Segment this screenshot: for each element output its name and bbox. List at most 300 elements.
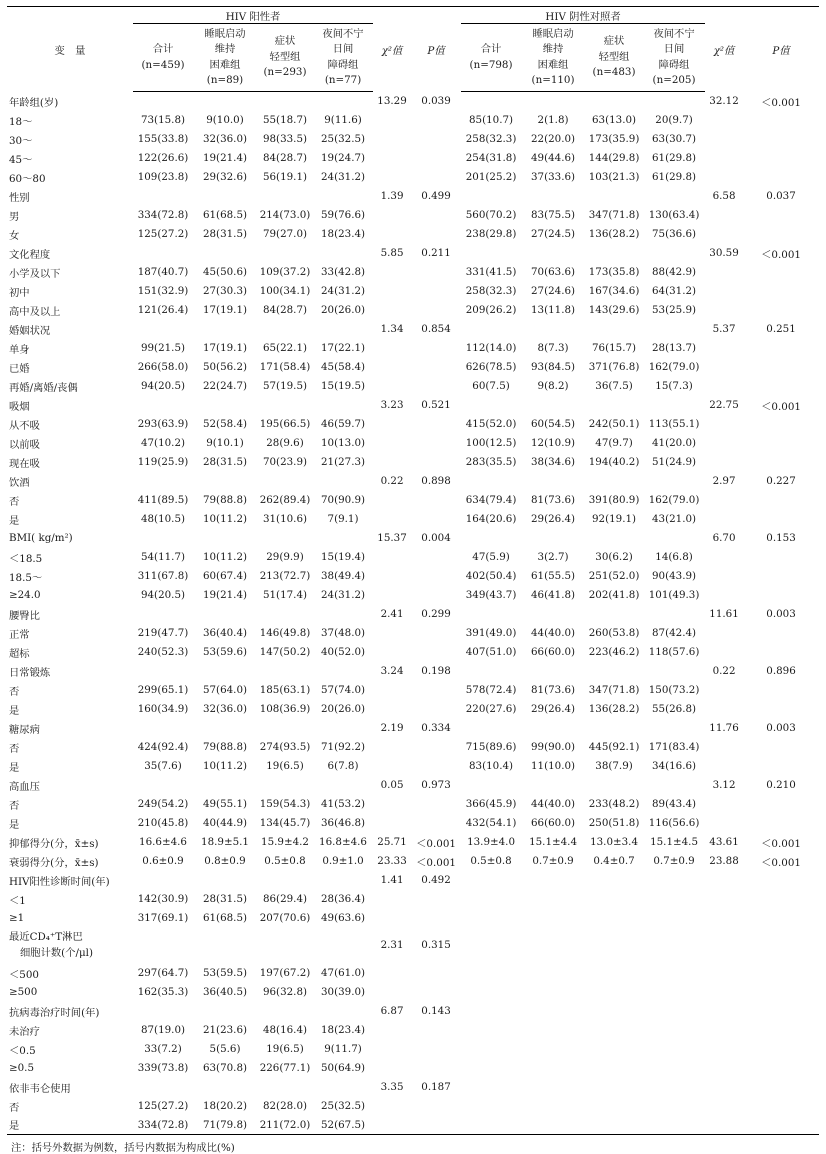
p-neg-cell: [743, 168, 819, 187]
chi2-neg-cell: [705, 434, 743, 453]
chi2-pos-cell: 2.41: [380, 608, 404, 620]
pos-cell: 79(88.8): [202, 494, 248, 506]
neg-cell: 391(49.0): [465, 627, 517, 639]
hiv-positive-group-header: HIV 阳性者: [133, 7, 373, 24]
neg-cell: [461, 719, 521, 738]
p-neg-cell: [743, 130, 819, 149]
pos-cell: 24(31.2): [320, 589, 366, 601]
neg-cell: 258(32.3): [465, 285, 517, 297]
pos-cell: 33(7.2): [144, 1043, 182, 1055]
table-row: [7, 624, 819, 643]
neg-cell: 81(73.6): [530, 684, 576, 696]
neg-cell: [585, 719, 643, 738]
pos-cell: 0.6±0.9: [142, 855, 184, 867]
neg-cell: [521, 890, 585, 909]
neg-cell: [461, 964, 521, 983]
variable-header: 变 量: [7, 7, 133, 92]
p-pos-cell: [411, 795, 461, 814]
row-label-text: 单身: [9, 343, 30, 356]
pos-cell: 108(36.9): [259, 703, 311, 715]
table-row: [7, 738, 819, 757]
pos-cell: 299(65.1): [137, 684, 189, 696]
chi2-pos-cell: [373, 1021, 411, 1040]
chi2-pos-cell: [373, 624, 411, 643]
col-header-line: 维持: [542, 43, 564, 55]
neg-cell: 251(52.0): [588, 570, 640, 582]
neg-cell: [643, 1059, 705, 1078]
neg-cell: 100(12.5): [465, 437, 517, 449]
row-label-text: 最近CD₄⁺T淋巴: [9, 930, 83, 943]
table-row: [7, 1097, 819, 1116]
p-neg-cell: [743, 1116, 819, 1135]
pos-cell: 0.8±0.9: [204, 855, 246, 867]
chi2-neg-cell: 0.22: [712, 665, 736, 677]
pos-cell: 49(63.6): [320, 912, 366, 924]
chi2-neg-cell: [705, 453, 743, 472]
neg-cell: [585, 928, 643, 964]
neg-cell: [585, 776, 643, 795]
table-row: [7, 339, 819, 358]
p-pos-cell: [411, 434, 461, 453]
pos-cell: 266(58.0): [137, 361, 189, 373]
table-row: [7, 909, 819, 928]
p-pos-cell: [411, 567, 461, 586]
chi2-neg-cell: [705, 1097, 743, 1116]
chi2-pos-cell: [373, 567, 411, 586]
p-pos-cell: [411, 890, 461, 909]
neg-cell: [461, 244, 521, 263]
neg-cell: [521, 1116, 585, 1135]
table-row: [7, 586, 819, 605]
pos-cell: 19(24.7): [320, 152, 366, 164]
pos-cell: [257, 662, 313, 681]
row-label: [7, 662, 133, 681]
table-row: [7, 263, 819, 282]
neg-cell: 70(63.6): [530, 266, 576, 278]
pos-cell: 82(28.0): [262, 1100, 308, 1112]
chi2-neg-cell: [705, 168, 743, 187]
table-row: [7, 491, 819, 510]
row-label-text: 高中及以上: [9, 305, 61, 318]
pos-cell: 29(9.9): [266, 551, 304, 563]
neg-cell: [643, 1097, 705, 1116]
pos-cell: 70(23.9): [262, 456, 308, 468]
row-label-text: HIV阳性诊断时间(年): [9, 875, 110, 888]
neg-cell: [643, 1002, 705, 1021]
neg-cell: [643, 928, 705, 964]
neg-cell: [643, 605, 705, 624]
neg-cell: [585, 529, 643, 548]
chi2-pos-cell: [373, 206, 411, 225]
neg-cell: [585, 1116, 643, 1135]
chi2-pos-cell: 1.39: [380, 190, 404, 202]
neg-cell: 47(9.7): [595, 437, 633, 449]
pos-cell: 262(89.4): [259, 494, 311, 506]
neg-cell: [643, 662, 705, 681]
neg-cell: 13.0±3.4: [590, 836, 638, 848]
pos-cell: [257, 396, 313, 415]
pos-cell: 171(58.4): [259, 361, 311, 373]
col-header-line: 障碍组: [658, 58, 690, 71]
p-pos-cell: 0.499: [421, 190, 451, 202]
neg-cell: [643, 776, 705, 795]
p-neg-cell: [743, 358, 819, 377]
chi2-pos-cell: [373, 225, 411, 244]
pos-cell: 50(56.2): [202, 361, 248, 373]
p-neg-cell: ＜0.001: [761, 248, 801, 261]
chi2-pos-cell: 0.22: [380, 475, 404, 487]
p-neg-cell: [743, 510, 819, 529]
neg-cell: 38(34.6): [530, 456, 576, 468]
pos-cell: [313, 1078, 373, 1097]
p-neg-cell: [743, 282, 819, 301]
table-row: [7, 434, 819, 453]
p-pos-cell: [411, 453, 461, 472]
pos-cell: 53(59.5): [202, 967, 248, 979]
table-row: [7, 567, 819, 586]
p-pos-cell: [411, 1021, 461, 1040]
neg-cell: [521, 928, 585, 964]
pos-cell: 31(10.6): [262, 513, 308, 525]
neg-cell: 37(33.6): [530, 171, 576, 183]
chi2-pos-cell: [373, 149, 411, 168]
p-neg-cell: [743, 814, 819, 833]
table-row: [7, 529, 819, 548]
pos-col-header-2: [257, 24, 313, 92]
neg-cell: 53(25.9): [651, 304, 697, 316]
neg-cell: 93(84.5): [530, 361, 576, 373]
neg-cell: [521, 1059, 585, 1078]
neg-cell: 28(13.7): [651, 342, 697, 354]
pos-cell: 94(20.5): [140, 380, 186, 392]
pos-cell: 94(20.5): [140, 589, 186, 601]
col-header-line: (n=205): [652, 74, 696, 86]
pos-cell: 79(27.0): [262, 228, 308, 240]
neg-cell: [643, 244, 705, 263]
col-header-line: 合计: [480, 43, 502, 55]
row-label: [7, 871, 133, 890]
table-body: [7, 92, 819, 1135]
neg-cell: 260(53.8): [588, 627, 640, 639]
p-neg-cell: 0.251: [766, 323, 796, 335]
p-pos-cell: [411, 586, 461, 605]
table-row: [7, 130, 819, 149]
neg-col-header-3: [643, 24, 705, 92]
table-row: [7, 643, 819, 662]
table-row: [7, 301, 819, 320]
neg-cell: 112(14.0): [465, 342, 517, 354]
row-label: [7, 643, 133, 662]
table-row: [7, 776, 819, 795]
pos-cell: [257, 605, 313, 624]
p-pos-cell: [411, 415, 461, 434]
pos-cell: 411(89.5): [137, 494, 189, 506]
pos-cell: 49(55.1): [202, 798, 248, 810]
p-neg-cell: 0.003: [766, 608, 796, 620]
row-label-text: ＜0.5: [9, 1044, 36, 1057]
neg-cell: [643, 871, 705, 890]
neg-cell: 66(60.0): [530, 646, 576, 658]
neg-cell: 634(79.4): [465, 494, 517, 506]
pos-cell: 87(19.0): [140, 1024, 186, 1036]
col-header-line: 夜间不宁: [653, 27, 695, 40]
p-pos-cell: [411, 643, 461, 662]
pos-cell: [313, 187, 373, 206]
pos-cell: [313, 320, 373, 339]
p-pos-cell: ＜0.001: [416, 837, 456, 850]
pos-cell: 57(19.5): [262, 380, 308, 392]
pos-cell: 339(73.8): [137, 1062, 189, 1074]
p-pos-cell: [411, 206, 461, 225]
neg-cell: 85(10.7): [468, 114, 514, 126]
neg-cell: 47(5.9): [472, 551, 510, 563]
row-label: [7, 1078, 133, 1097]
neg-cell: [521, 244, 585, 263]
row-label-text: 性别: [9, 191, 30, 204]
pos-cell: 21(23.6): [202, 1024, 248, 1036]
row-label: [7, 301, 133, 320]
pos-cell: [193, 244, 257, 263]
row-label-text: 45～: [9, 153, 33, 166]
neg-cell: 715(89.6): [465, 741, 517, 753]
pos-cell: [193, 320, 257, 339]
chi2-pos-cell: [373, 738, 411, 757]
table-row: [7, 662, 819, 681]
table-row: [7, 548, 819, 567]
neg-cell: [585, 964, 643, 983]
table-row: [7, 206, 819, 225]
row-label-text: 否: [9, 799, 20, 812]
neg-cell: 223(46.2): [588, 646, 640, 658]
pos-cell: 52(58.4): [202, 418, 248, 430]
neg-cell: 9(8.2): [537, 380, 569, 392]
row-label-text: 18.5～: [9, 571, 43, 584]
pos-cell: 18.9±5.1: [201, 836, 249, 848]
chi2-neg-cell: [705, 1002, 743, 1021]
p-neg-cell: [743, 795, 819, 814]
pos-cell: 54(11.7): [140, 551, 186, 563]
p-neg-cell: ＜0.001: [761, 837, 801, 850]
pos-cell: [257, 529, 313, 548]
row-label: [7, 282, 133, 301]
neg-cell: 89(43.4): [651, 798, 697, 810]
p-pos-cell: [411, 700, 461, 719]
neg-cell: [461, 396, 521, 415]
neg-cell: 0.5±0.8: [470, 855, 512, 867]
pos-cell: 146(49.8): [259, 627, 311, 639]
chi2-neg-cell: [705, 586, 743, 605]
neg-cell: 61(29.8): [651, 152, 697, 164]
neg-cell: 34(16.6): [651, 760, 697, 772]
row-label-text: 30～: [9, 134, 33, 147]
chi2-neg-cell: [705, 548, 743, 567]
neg-cell: 254(31.8): [465, 152, 517, 164]
table-row: [7, 111, 819, 130]
chi2-neg-cell: 6.58: [712, 190, 736, 202]
neg-cell: 331(41.5): [465, 266, 517, 278]
row-label: [7, 567, 133, 586]
chi2-neg-cell: [705, 1021, 743, 1040]
neg-cell: [461, 909, 521, 928]
neg-cell: 55(26.8): [651, 703, 697, 715]
pos-cell: 52(67.5): [313, 1116, 373, 1135]
p-neg-cell: [743, 1097, 819, 1116]
table-row: [7, 700, 819, 719]
p-neg-cell: [743, 339, 819, 358]
neg-cell: [643, 1078, 705, 1097]
pos-cell: 9(11.6): [324, 114, 362, 126]
neg-cell: 36(7.5): [595, 380, 633, 392]
pos-cell: [313, 529, 373, 548]
p-pos-cell: [411, 681, 461, 700]
neg-cell: 164(20.6): [465, 513, 517, 525]
pos-cell: [313, 472, 373, 491]
chi2-neg-cell: 23.88: [709, 855, 739, 867]
row-label-text: 腰臀比: [9, 609, 40, 622]
pos-cell: 28(36.4): [320, 893, 366, 905]
pos-cell: 219(47.7): [137, 627, 189, 639]
pos-cell: [257, 472, 313, 491]
pos-cell: [193, 928, 257, 964]
neg-cell: [521, 776, 585, 795]
pos-cell: 121(26.4): [137, 304, 189, 316]
table-row: [7, 320, 819, 339]
pos-cell: [133, 605, 193, 624]
neg-cell: 8(7.3): [537, 342, 569, 354]
pos-cell: 86(29.4): [262, 893, 308, 905]
neg-col-header-1: [521, 24, 585, 92]
pos-cell: 41(53.2): [320, 798, 366, 810]
neg-cell: [521, 964, 585, 983]
pos-cell: [313, 605, 373, 624]
neg-cell: 202(41.8): [588, 589, 640, 601]
chi2-neg-cell: [705, 377, 743, 396]
col-header-line: 困难组: [209, 58, 241, 71]
row-label-text: 文化程度: [9, 248, 51, 261]
row-label: [7, 1097, 133, 1116]
neg-cell: 15.1±4.4: [529, 836, 577, 848]
chi2-pos-cell: 25.71: [377, 836, 407, 848]
p-pos-cell: 0.299: [421, 608, 451, 620]
neg-cell: [461, 1097, 521, 1116]
chi2-pos-cell: [373, 890, 411, 909]
p-pos-cell: [411, 491, 461, 510]
chi2-pos-cell: [373, 491, 411, 510]
row-label-text: 饮酒: [9, 476, 30, 489]
chi2-pos-cell: [373, 681, 411, 700]
neg-cell: 64(31.2): [651, 285, 697, 297]
pos-cell: 334(72.8): [137, 209, 189, 221]
pos-cell: [313, 396, 373, 415]
col-header-line: (n=77): [324, 74, 362, 86]
row-label-text: 小学及以下: [9, 267, 61, 280]
row-label: [7, 814, 133, 833]
p-pos-cell: [411, 225, 461, 244]
p-neg-cell: [743, 983, 819, 1002]
neg-cell: 63(13.0): [591, 114, 637, 126]
chi2-neg-cell: [705, 738, 743, 757]
neg-cell: [461, 662, 521, 681]
neg-cell: 22(20.0): [530, 133, 576, 145]
pos-cell: 25(32.5): [320, 133, 366, 145]
neg-cell: [461, 776, 521, 795]
table-row: [7, 795, 819, 814]
neg-cell: 83(75.5): [530, 209, 576, 221]
p-neg-cell: ＜0.001: [761, 96, 801, 109]
pos-cell: 36(40.4): [202, 627, 248, 639]
p-pos-cell: [411, 510, 461, 529]
pos-cell: 162(35.3): [137, 986, 189, 998]
chi2-neg-cell: [705, 1078, 743, 1097]
neg-cell: [521, 472, 585, 491]
chi2-pos-cell: [373, 130, 411, 149]
neg-cell: 103(21.3): [588, 171, 640, 183]
p-pos-cell: 0.211: [421, 247, 451, 259]
row-label: [7, 1116, 133, 1135]
p-pos-cell: [411, 1040, 461, 1059]
pos-cell: [133, 662, 193, 681]
p-pos-cell: [411, 909, 461, 928]
pos-cell: [193, 472, 257, 491]
row-label: [7, 415, 133, 434]
neg-cell: [521, 320, 585, 339]
pos-cell: 21(27.3): [320, 456, 366, 468]
row-label-text: 是: [9, 514, 20, 527]
chi2-pos-cell: 3.23: [380, 399, 404, 411]
p-pos-cell: [411, 1097, 461, 1116]
pos-cell: 48(16.4): [262, 1024, 308, 1036]
pos-cell: [133, 244, 193, 263]
pos-cell: 0.5±0.8: [264, 855, 306, 867]
p-pos-cell: [411, 168, 461, 187]
neg-cell: 41(20.0): [651, 437, 697, 449]
p-pos-cell: 0.334: [421, 722, 451, 734]
row-label: [7, 453, 133, 472]
chi2-neg-cell: [705, 890, 743, 909]
p-neg-cell: [743, 757, 819, 776]
pos-cell: 51(17.4): [262, 589, 308, 601]
p-pos-cell: [411, 983, 461, 1002]
row-label: [7, 795, 133, 814]
pos-cell: 19(6.5): [266, 760, 304, 772]
p-pos-cell: [411, 1116, 461, 1135]
row-label: [7, 757, 133, 776]
pos-cell: [313, 1002, 373, 1021]
neg-cell: 560(70.2): [465, 209, 517, 221]
pos-cell: 50(64.9): [320, 1062, 366, 1074]
row-label: [7, 776, 133, 795]
chi2-neg-cell: [705, 111, 743, 130]
chi2-pos-cell: [373, 1040, 411, 1059]
table-row: [7, 225, 819, 244]
row-label-text: ＜18.5: [9, 552, 43, 565]
pos-cell: 18(20.2): [202, 1100, 248, 1112]
chi2-neg-cell: [705, 510, 743, 529]
neg-cell: [521, 983, 585, 1002]
pos-cell: [313, 871, 373, 890]
pos-cell: 37(48.0): [320, 627, 366, 639]
p-pos-cell: [411, 964, 461, 983]
pos-cell: [257, 187, 313, 206]
row-label: [7, 339, 133, 358]
chi2-neg-cell: 30.59: [709, 247, 739, 259]
pos-cell: 38(49.4): [320, 570, 366, 582]
chi2-pos-cell: 23.33: [377, 855, 407, 867]
pos-cell: 311(67.8): [137, 570, 189, 582]
col-header-line: 障碍组: [327, 58, 359, 71]
row-label: [7, 1021, 133, 1040]
p-neg-cell: 0.003: [766, 722, 796, 734]
